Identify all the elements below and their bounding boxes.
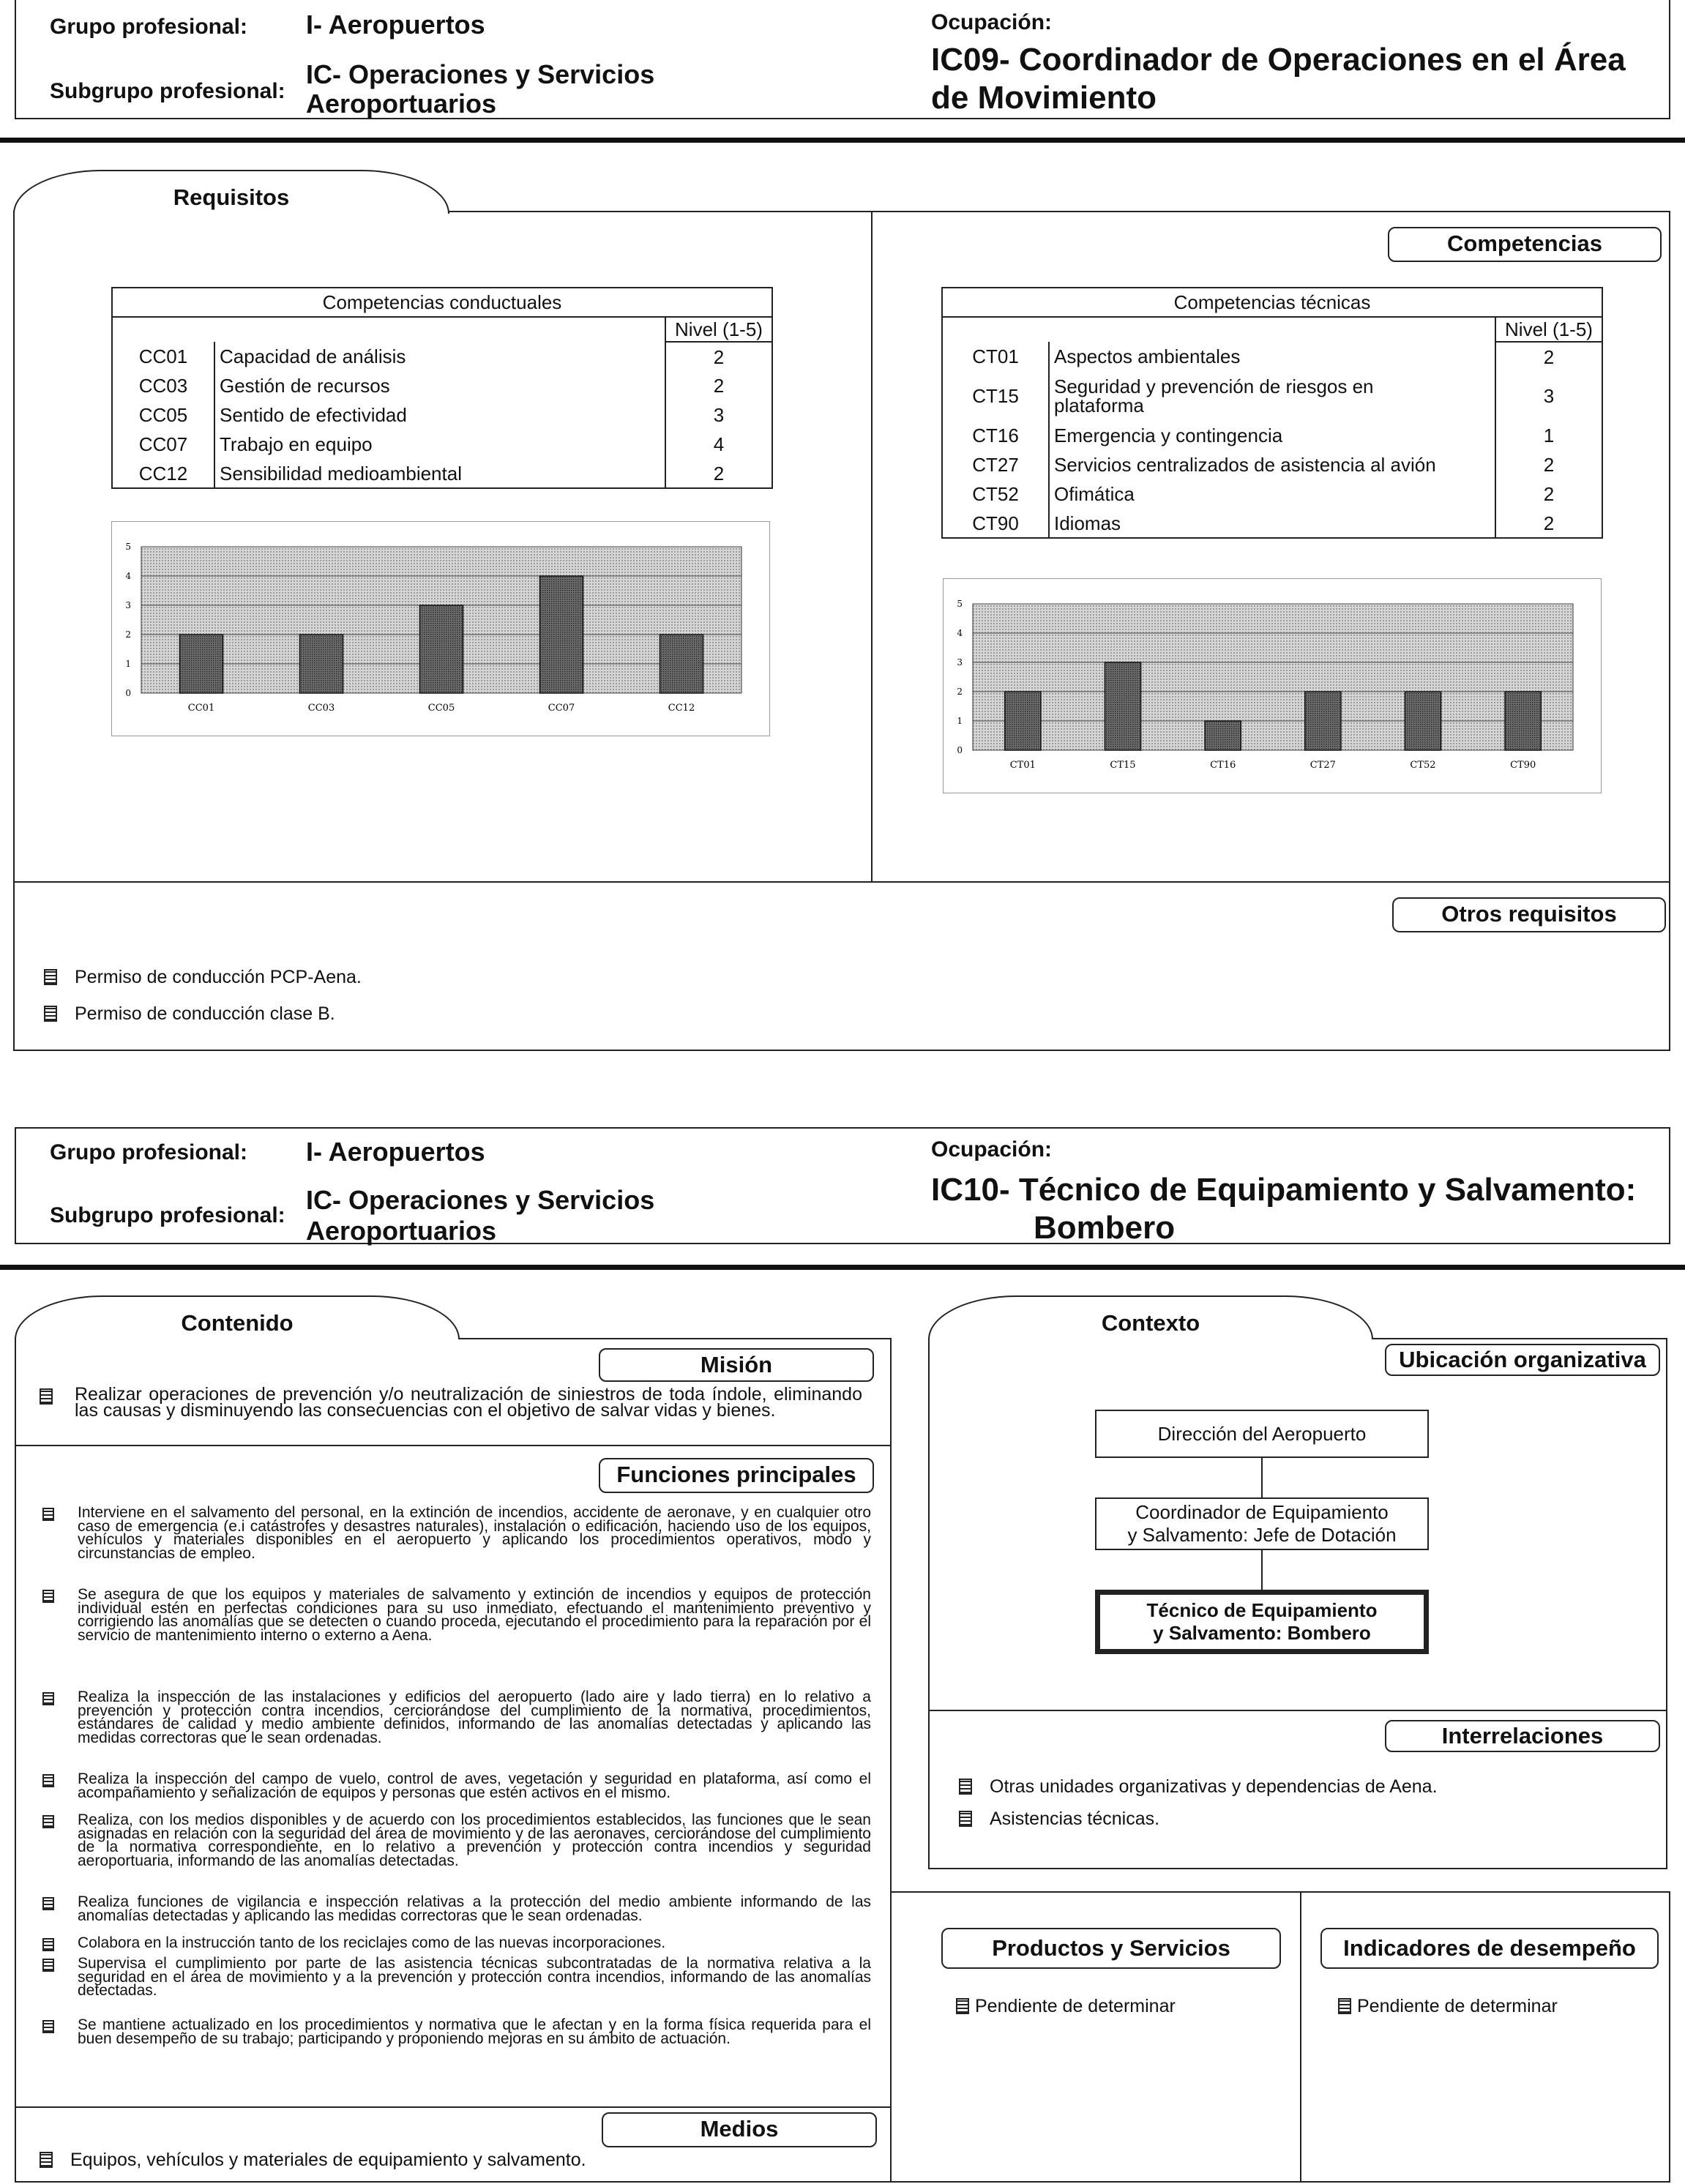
table-row: CT52 Ofimática 2 (942, 479, 1602, 509)
x-tick-label: CT01 (1009, 760, 1036, 771)
contenido-tab: Contenido (15, 1295, 460, 1339)
interrelaciones-item-1: Asistencias técnicas. (959, 1808, 1159, 1830)
ic09-ocupacion-label: Ocupación: (931, 10, 1053, 34)
ic10-grupo-value: I- Aeropuertos (306, 1137, 485, 1167)
y-tick-label: 5 (125, 542, 131, 552)
x-tick-label: CC07 (548, 703, 575, 714)
y-tick-label: 1 (957, 716, 963, 726)
competencias-label: Competencias (1388, 227, 1662, 262)
bullet-book-icon (42, 1897, 54, 1910)
bullet-book-icon (42, 1815, 54, 1828)
table-row: CC05 Sentido de efectividad 3 (112, 400, 772, 430)
funcion-8: Se mantiene actualizado en los procedimientos y normativa que le afectan y en la forma física requerida para el buen desempeño de su trabajo; participando y proponiendo mejoras en su ámbito de actuación. (42, 2019, 871, 2046)
funcion-6: Colabora en la instrucción tanto de los reciclajes como de las nuevas incorporaciones. (42, 1937, 871, 1951)
funcion-3: Realiza la inspección del campo de vuelo, control de aves, vegetación y seguridad en plataforma, así como el acompañamiento y señalización de equipos y personas que estén activos en el mismo. (42, 1773, 871, 1800)
bullet-book-icon (44, 1006, 57, 1022)
bullet-book-icon (40, 1388, 53, 1405)
bullet-book-icon (959, 1811, 972, 1827)
requisitos-divider-h (13, 881, 1670, 883)
bar (299, 635, 343, 693)
conductuales-title: Competencias conductuales (112, 288, 772, 317)
indicadores-label: Indicadores de desempeño (1320, 1928, 1659, 1969)
bullet-book-icon (42, 1959, 54, 1972)
bullet-book-icon (956, 1998, 969, 2014)
x-tick-label: CT15 (1110, 760, 1136, 771)
contexto-tab: Contexto (928, 1295, 1373, 1339)
medios-label: Medios (602, 2112, 877, 2147)
funcion-0: Interviene en el salvamento del personal, en la extinción de incendios, accidente de aeronave, y en cualquier otro caso de emergencia (e.i catástrofes y desastres naturales), instalación o edificación, haciendo uso de los equipos, vehículos y materiales disponibles en el aeropuerto y aplicando los procedimientos operativos, modo y circunstancias de empleo. (42, 1506, 871, 1560)
x-tick-label: CC05 (427, 703, 455, 714)
bar (660, 635, 703, 693)
mision-label: Misión (599, 1348, 874, 1382)
bullet-book-icon (42, 1938, 54, 1951)
conductuales-table (111, 287, 773, 489)
ic10-header-rule (0, 1265, 1685, 1270)
indicadores-item: Pendiente de determinar (1338, 1995, 1558, 2017)
x-tick-label: CC01 (187, 703, 215, 714)
tecnicas-nivel-header: Nivel (1-5) (1495, 317, 1602, 342)
otros-item-1: Permiso de conducción clase B. (44, 1003, 335, 1025)
table-row: CT90 Idiomas 2 (942, 509, 1602, 538)
y-tick-label: 2 (957, 687, 963, 697)
ic09-grupo-label: Grupo profesional: (50, 15, 247, 39)
plot-area (973, 604, 1573, 750)
funcion-4: Realiza, con los medios disponibles y de acuerdo con los procedimientos establecidos, las funciones que le sean asignadas en relación con la seguridad del área de movimiento y de las aeronaves, cerciorándose del cumplimiento de la normativa correspondiente, en lo relativo a prevención y protección contra incendios y seguridad aeroportuaria, informando de las anomalías detectadas. (42, 1814, 871, 1868)
bullet-book-icon (959, 1779, 972, 1795)
requisitos-divider-v (871, 211, 873, 883)
tecnicas-table (941, 287, 1603, 539)
productos-label: Productos y Servicios (941, 1928, 1281, 1969)
ic09-subgrupo-value-1: IC- Operaciones y Servicios (306, 59, 655, 89)
bar (1105, 662, 1140, 750)
bar (1005, 692, 1041, 750)
y-tick-label: 4 (125, 571, 131, 581)
y-tick-label: 2 (125, 629, 131, 640)
ic10-ocupacion-label: Ocupación: (931, 1137, 1053, 1162)
table-row: CT16 Emergencia y contingencia 1 (942, 421, 1602, 450)
otros-item-0: Permiso de conducción PCP-Aena. (44, 966, 362, 988)
interrelaciones-label: Interrelaciones (1385, 1720, 1660, 1752)
ic10-subgrupo-label: Subgrupo profesional: (50, 1203, 285, 1227)
ic09-ocupacion-title-2: de Movimiento (931, 80, 1157, 116)
x-tick-label: CT90 (1510, 760, 1536, 771)
ic10-ocupacion-title-1: IC10- Técnico de Equipamiento y Salvamento: (931, 1172, 1637, 1208)
bullet-book-icon (42, 2020, 54, 2033)
bullet-book-icon (42, 1590, 54, 1603)
tecnicas-title: Competencias técnicas (942, 288, 1602, 317)
table-row: CC03 Gestión de recursos 2 (112, 371, 772, 400)
conductuales-nivel-header: Nivel (1-5) (665, 317, 772, 342)
funcion-2: Realiza la inspección de las instalaciones y edificios del aeropuerto (lado aire y lado tierra) en lo relativo a prevención y protección contra incendios, cerciorándose del cumplimiento de la normativa, procedimientos, estándares de calidad y medio ambiente definidos, informando de las anomalías detectadas y aplicando las medidas correctoras que le sean ordenadas. (42, 1691, 871, 1745)
y-tick-label: 0 (125, 688, 131, 698)
ic10-subgrupo-value-1: IC- Operaciones y Servicios (306, 1185, 655, 1215)
org-box-bombero: Técnico de Equipamiento y Salvamento: Bombero (1095, 1590, 1429, 1654)
table-row: CC01 Capacidad de análisis 2 (112, 342, 772, 371)
bullet-book-icon (42, 1508, 54, 1521)
funciones-label: Funciones principales (599, 1458, 874, 1493)
x-tick-label: CT16 (1210, 760, 1236, 771)
ic10-subgrupo-value-2: Aeroportuarios (306, 1216, 497, 1246)
bar (1505, 692, 1541, 750)
table-row: CT27 Servicios centralizados de asistencia al avión 2 (942, 450, 1602, 479)
conductuales-chart (111, 521, 770, 736)
ic09-header-rule (0, 138, 1685, 143)
bullet-book-icon (42, 1774, 54, 1787)
x-tick-label: CC12 (668, 703, 695, 714)
ic09-subgrupo-value-2: Aeroportuarios (306, 89, 497, 119)
x-tick-label: CT52 (1410, 760, 1436, 771)
table-row: CC07 Trabajo en equipo 4 (112, 430, 772, 459)
bar (419, 605, 463, 693)
bar (179, 635, 223, 693)
ic09-grupo-value: I- Aeropuertos (306, 10, 485, 40)
mision-text: Realizar operaciones de prevención y/o neutralización de siniestros de toda índole, eliminando las causas y disminuyendo las consecuencias con el objetivo de salvar vidas y bienes. (40, 1386, 862, 1418)
y-tick-label: 0 (957, 745, 963, 755)
table-row: CC12 Sensibilidad medioambiental 2 (112, 459, 772, 488)
tecnicas-chart (943, 578, 1602, 793)
funcion-5: Realiza funciones de vigilancia e inspección relativas a la protección del medio ambiente informando de las anomalías detectadas y aplicando las medidas correctoras que le sean ordenadas. (42, 1896, 871, 1923)
ic10-ocupacion-title-2: Bombero (1034, 1210, 1176, 1246)
ic10-grupo-label: Grupo profesional: (50, 1140, 247, 1164)
interrelaciones-divider (928, 1710, 1667, 1711)
medios-item: Equipos, vehículos y materiales de equipamiento y salvamento. (40, 2149, 586, 2171)
conductuales-chart-svg (112, 522, 771, 737)
productos-divider (1300, 1891, 1301, 2183)
productos-item: Pendiente de determinar (956, 1995, 1176, 2017)
ic09-ocupacion-title-1: IC09- Coordinador de Operaciones en el Área (931, 42, 1626, 78)
ubicacion-label: Ubicación organizativa (1385, 1344, 1660, 1376)
bullet-book-icon (1338, 1998, 1351, 2014)
y-tick-label: 4 (957, 628, 963, 638)
org-connector (1261, 1458, 1263, 1497)
bullet-book-icon (44, 969, 57, 985)
org-connector (1261, 1550, 1263, 1590)
bullet-book-icon (42, 1692, 54, 1705)
requisitos-tab: Requisitos (13, 170, 449, 214)
table-row: CT15 Seguridad y prevención de riesgos en plataforma 3 (942, 371, 1602, 421)
bar (1205, 721, 1241, 750)
org-box-direccion: Dirección del Aeropuerto (1095, 1410, 1429, 1458)
x-tick-label: CT27 (1309, 760, 1336, 771)
table-row: CT01 Aspectos ambientales 2 (942, 342, 1602, 371)
mision-divider (15, 1445, 892, 1446)
y-tick-label: 3 (125, 600, 131, 610)
bullet-book-icon (40, 2152, 53, 2168)
y-tick-label: 5 (957, 599, 963, 609)
tecnicas-chart-svg (944, 579, 1602, 794)
org-box-coordinador: Coordinador de Equipamiento y Salvamento: Jefe de Dotación (1095, 1497, 1429, 1550)
x-tick-label: CC03 (307, 703, 335, 714)
y-tick-label: 3 (957, 657, 963, 667)
medios-divider (15, 2106, 892, 2108)
funcion-7: Supervisa el cumplimiento por parte de las asistencia técnicas subcontratadas de la normativa relativa a la seguridad en el área de movimiento y a la prevención y protección contra incendios, informando de las anomalías detectadas. (42, 1957, 871, 1998)
interrelaciones-item-0: Otras unidades organizativas y dependencias de Aena. (959, 1776, 1438, 1798)
otros-requisitos-label: Otros requisitos (1392, 897, 1666, 932)
bar (539, 576, 583, 693)
ic09-subgrupo-label: Subgrupo profesional: (50, 79, 285, 103)
y-tick-label: 1 (125, 659, 131, 669)
bar (1405, 692, 1441, 750)
funcion-1: Se asegura de que los equipos y materiales de salvamento y extinción de incendios y equipos de protección individual estén en perfectas condiciones para su uso inmediato, efectuando el mantenimiento preventivo y corrigiendo las anomalías que se detecten o cuando proceda, ejecutando el procedimiento para la reparación por el servicio de mantenimiento interno o externo a Aena. (42, 1588, 871, 1642)
bar (1305, 692, 1341, 750)
